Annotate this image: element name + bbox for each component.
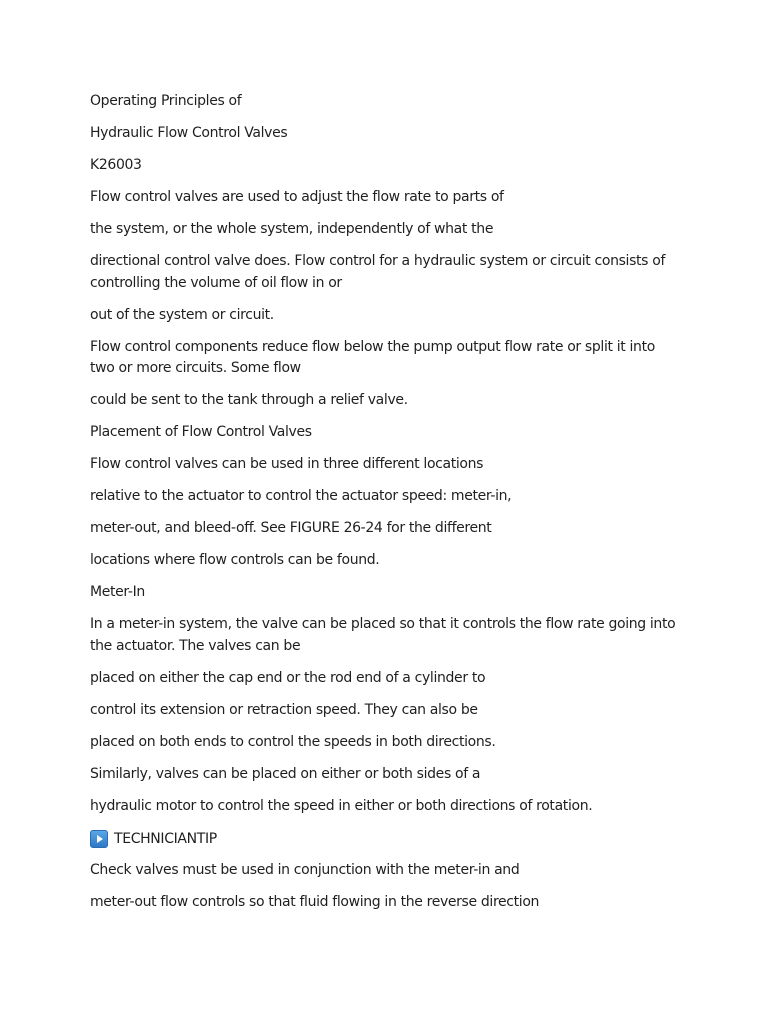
paragraph: Flow control components reduce flow below the pump output flow rate or split it into two or more circuits. Some flow: [90, 338, 655, 377]
paragraph: hydraulic motor to control the speed in either or both directions of rotation.: [90, 798, 593, 815]
section-heading-meter-in: Meter-In: [90, 584, 145, 601]
document-title-line-2: Hydraulic Flow Control Valves: [90, 125, 288, 141]
paragraph: In a meter-in system, the valve can be placed so that it controls the flow rate going into the actuator. The valves can be: [90, 616, 676, 655]
paragraph: Check valves must be used in conjunction with the meter-in and: [90, 862, 520, 879]
paragraph: control its extension or retraction speed. They can also be: [90, 702, 478, 719]
play-button-icon: [90, 830, 108, 848]
paragraph: out of the system or circuit.: [90, 306, 274, 323]
paragraph: relative to the actuator to control the actuator speed: meter-in,: [90, 488, 512, 505]
paragraph: the system, or the whole system, independently of what the: [90, 221, 494, 237]
paragraph: locations where flow controls can be found.: [90, 552, 380, 569]
document-code: K26003: [90, 157, 142, 173]
paragraph: directional control valve does. Flow control for a hydraulic system or circuit consists of controlling the volume of oil flow in or: [90, 253, 666, 291]
technician-tip-label: TECHNICIANTIP: [114, 831, 217, 848]
document-title-line-1: Operating Principles of: [90, 93, 242, 109]
paragraph: could be sent to the tank through a relief valve.: [90, 392, 408, 409]
paragraph: Flow control valves are used to adjust the flow rate to parts of: [90, 189, 504, 205]
paragraph: meter-out, and bleed-off. See FIGURE 26-24 for the different: [90, 520, 492, 537]
technician-tip-heading: [90, 828, 680, 850]
paragraph: placed on either the cap end or the rod end of a cylinder to: [90, 670, 486, 687]
section-heading-placement: Placement of Flow Control Valves: [90, 424, 312, 441]
paragraph: Flow control valves can be used in three different locations: [90, 456, 484, 473]
paragraph: placed on both ends to control the speeds in both directions.: [90, 734, 496, 751]
paragraph: Similarly, valves can be placed on either or both sides of a: [90, 766, 481, 783]
document-body: [90, 91, 680, 924]
paragraph: meter-out flow controls so that fluid flowing in the reverse direction: [90, 894, 540, 911]
